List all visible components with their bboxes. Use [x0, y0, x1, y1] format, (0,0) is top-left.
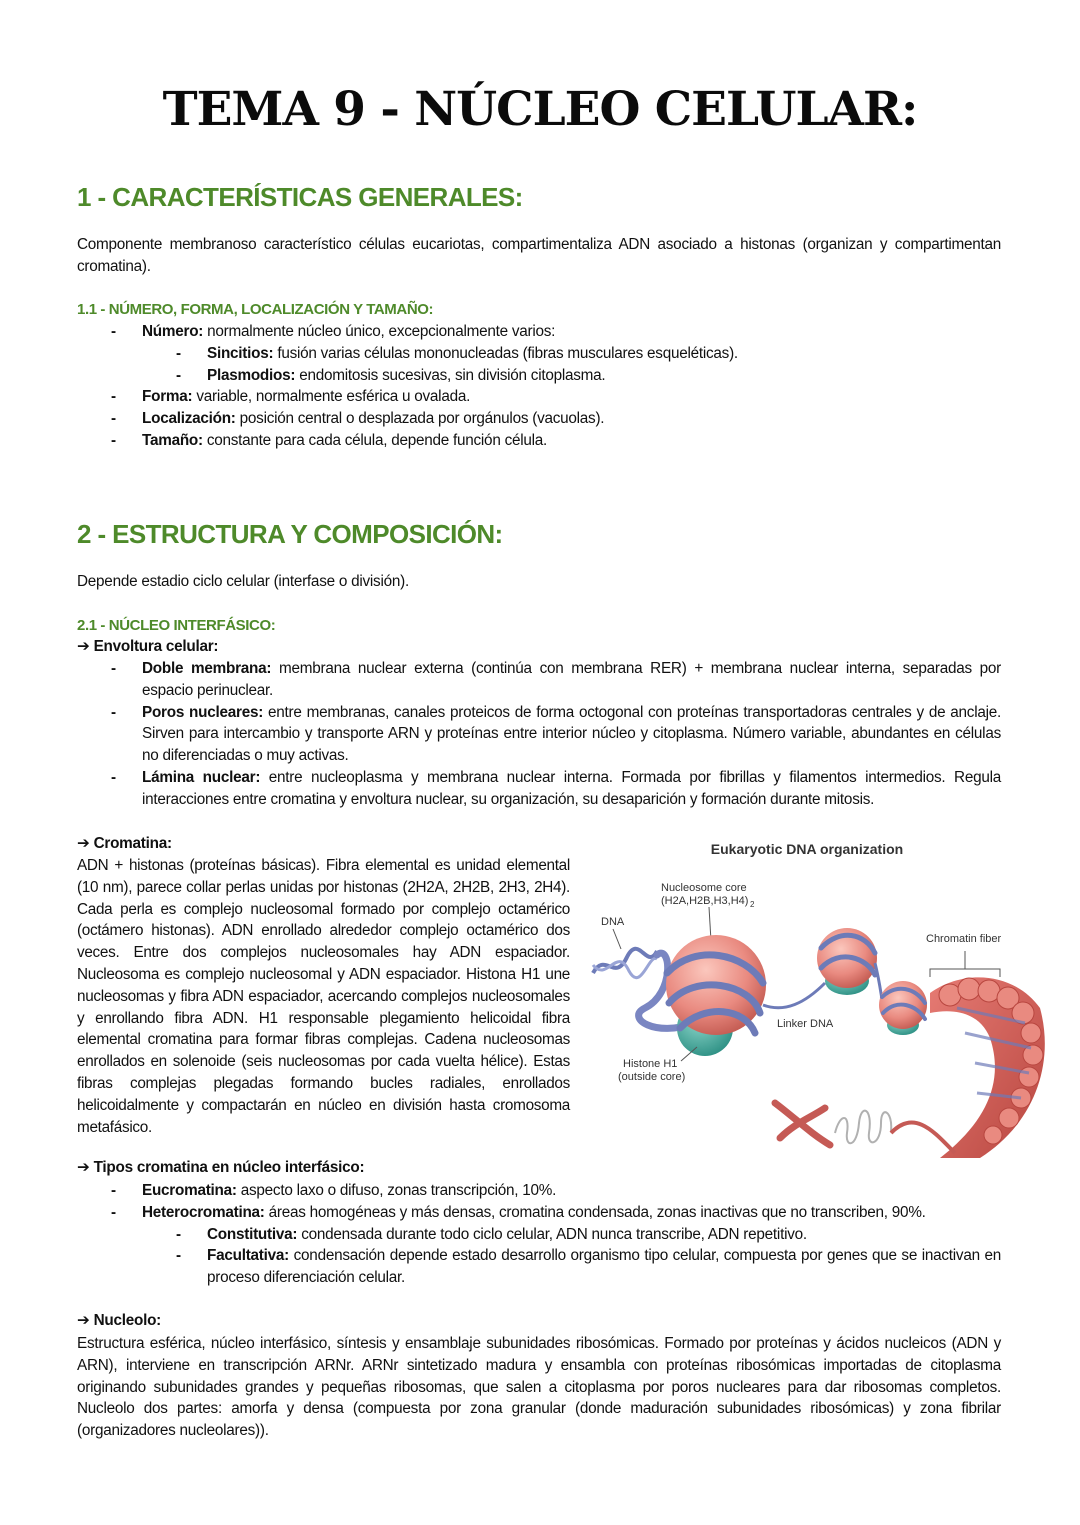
- list-item: - Plasmodios: endomitosis sucesivas, sin división citoplasma.: [207, 365, 1001, 387]
- page-title: TEMA 9 - NÚCLEO CELULAR:: [162, 82, 918, 137]
- list-item: - Constitutiva: condensada durante todo ciclo celular, ADN nunca transcribe, ADN repetitivo.: [207, 1224, 1001, 1246]
- section-2-heading: 2 - ESTRUCTURA Y COMPOSICIÓN:: [77, 519, 503, 549]
- subsection-1-1-heading: 1.1 - NÚMERO, FORMA, LOCALIZACIÓN Y TAMAÑO:: [77, 301, 434, 318]
- nested-list: [207, 1224, 1001, 1289]
- metaphase-chromosome: [775, 1103, 830, 1145]
- dna-organization-figure: [585, 833, 1045, 1163]
- figure-title: Eukaryotic DNA organization: [710, 841, 904, 857]
- linker-dna: [763, 983, 825, 1008]
- tipos-list: [142, 1180, 1001, 1289]
- chromatin-coil: [835, 1111, 891, 1144]
- nucleolo-heading: ➔ Nucleolo:: [77, 1312, 162, 1329]
- nucleolo-paragraph: Estructura esférica, núcleo interfásico, síntesis y ensamblaje subunidades ribosómicas. Formado por proteínas y ácidos nucleicos (ADN y ARN), interviene en transcripción ARNr. ARNr sintetizado madura y ensambla con proteínas ribosómicas importadas de citoplasma originando subunidades grandes y pequeñas ribosomas, que salen a citoplasma por poros nucleares para dar ribosomas completos. Nucleolo dos partes: amorfa y densa (compuesta por zona granular (donde maduración subunidades ribosómicas) y zona fibrilar (organizadores nucleolares)).: [77, 1335, 1001, 1440]
- linker-dna-label: Linker DNA: [777, 1018, 834, 1030]
- nucleosome-sublabel: (H2A,H2B,H3,H4): [661, 895, 749, 907]
- histone-h1-sublabel: (outside core): [618, 1071, 686, 1083]
- cromatina-heading: ➔ Cromatina:: [77, 835, 172, 852]
- list-item: - Tamaño: constante para cada célula, depende función célula.: [142, 430, 1001, 452]
- list-item: - Localización: posición central o desplazada por orgánulos (vacuolas).: [142, 408, 1001, 430]
- section-2-intro: Depende estadio ciclo celular (interfase o división).: [77, 573, 409, 590]
- chromatin-loop: [891, 1123, 955, 1153]
- envoltura-list: [142, 658, 1001, 811]
- list-item: - Doble membrana: membrana nuclear externa (continúa con membrana RER) + membrana nuclear interna, separadas por espacio perinuclear.: [142, 658, 1001, 702]
- list-item: - Número: normalmente núcleo único, excepcionalmente varios: - Sincitios: fusión varias células mononucleadas (fibras musculares esqueléticas). - Plasmodios: endomitosis sucesivas, sin división citoplasma.: [142, 321, 1001, 386]
- list-item: - Heterocromatina: áreas homogéneas y más densas, cromatina condensada, zonas inactivas que no transcriben, 90%. - Constitutiva: condensada durante todo ciclo celular, ADN nunca transcribe, ADN repetitivo. - Facultativa: condensación depende estado desarrollo organismo tipo celular, compuesta por genes que se inactivan en proceso diferenciación celular.: [142, 1202, 1001, 1289]
- tipos-heading: ➔ Tipos cromatina en núcleo interfásico:: [77, 1159, 365, 1176]
- chromatin-fiber-label: Chromatin fiber: [926, 933, 1002, 945]
- nested-list: [207, 343, 1001, 387]
- chromatin-bracket: [930, 951, 1000, 977]
- list-item: - Poros nucleares: entre membranas, canales proteicos de forma octogonal con proteínas transportadoras centrales y de anclaje. Sirven para intercambio y transporte ARN y proteínas entre interior núcleo y citoplasma. Número variable, abundantes en células no diferenciadas o muy activas.: [142, 702, 1001, 767]
- list-item: - Eucromatina: aspecto laxo o difuso, zonas transcripción, 10%.: [142, 1180, 1001, 1202]
- section-1-intro: Componente membranoso característico células eucariotas, compartimentaliza ADN asociado a histonas (organizan y compartimentan cromatina).: [77, 236, 1001, 275]
- list-item: - Sincitios: fusión varias células mononucleadas (fibras musculares esqueléticas).: [207, 343, 1001, 365]
- histone-h1-label: Histone H1: [623, 1058, 678, 1070]
- section-1-heading: 1 - CARACTERÍSTICAS GENERALES:: [77, 182, 523, 212]
- nucleosome-label: Nucleosome core: [661, 882, 747, 894]
- envoltura-heading: ➔ Envoltura celular:: [77, 638, 219, 655]
- subsection-2-1-heading: 2.1 - NÚCLEO INTERFÁSICO:: [77, 617, 276, 634]
- nucleosome-subscript: 2: [750, 900, 755, 909]
- dna-leader-line: [613, 929, 621, 949]
- list-item: - Forma: variable, normalmente esférica u ovalada.: [142, 386, 1001, 408]
- list-item: - Facultativa: condensación depende estado desarrollo organismo tipo celular, compuesta por genes que se inactivan en proceso diferenciación celular.: [207, 1245, 1001, 1289]
- list-item: - Lámina nuclear: entre nucleoplasma y membrana nuclear interna. Formada por fibrillas y filamentos intermedios. Regula interacciones entre cromatina y envoltura nuclear, su organización, su desaparición y formación durante mitosis.: [142, 767, 1001, 811]
- dna-label: DNA: [601, 916, 625, 928]
- cromatina-paragraph: ADN + histonas (proteínas básicas). Fibra elemental es unidad elemental (10 nm), parece collar perlas unidas por histonas (2H2A, 2H2B, 2H3, 2H4). Cada perla es complejo nucleosomal formado por complejo octamérico (octámero histonas). ADN enrollado alrededor complejo octamérico dos veces. Entre dos complejos nucleosomales hay ADN espaciador. Nucleosoma es complejo nucleosomal y ADN espaciador. Histona H1 une nucleosomas y fibra ADN espaciador, acercando complejos nucleosomales y enrollando fibra ADN. H1 responsable plegamiento helicoidal fibra elemental cromatina para formar fibras complejas. Cadena nucleosomas enrollados en solenoide (seis nucleosomas por cada vuelta hélice). Estas fibras complejas plegadas formando bucles radiales, enrollados helicoidalmente y compactarán en núcleo en división hasta cromosoma metafásico.: [77, 857, 570, 1136]
- characteristics-list: [142, 321, 1001, 452]
